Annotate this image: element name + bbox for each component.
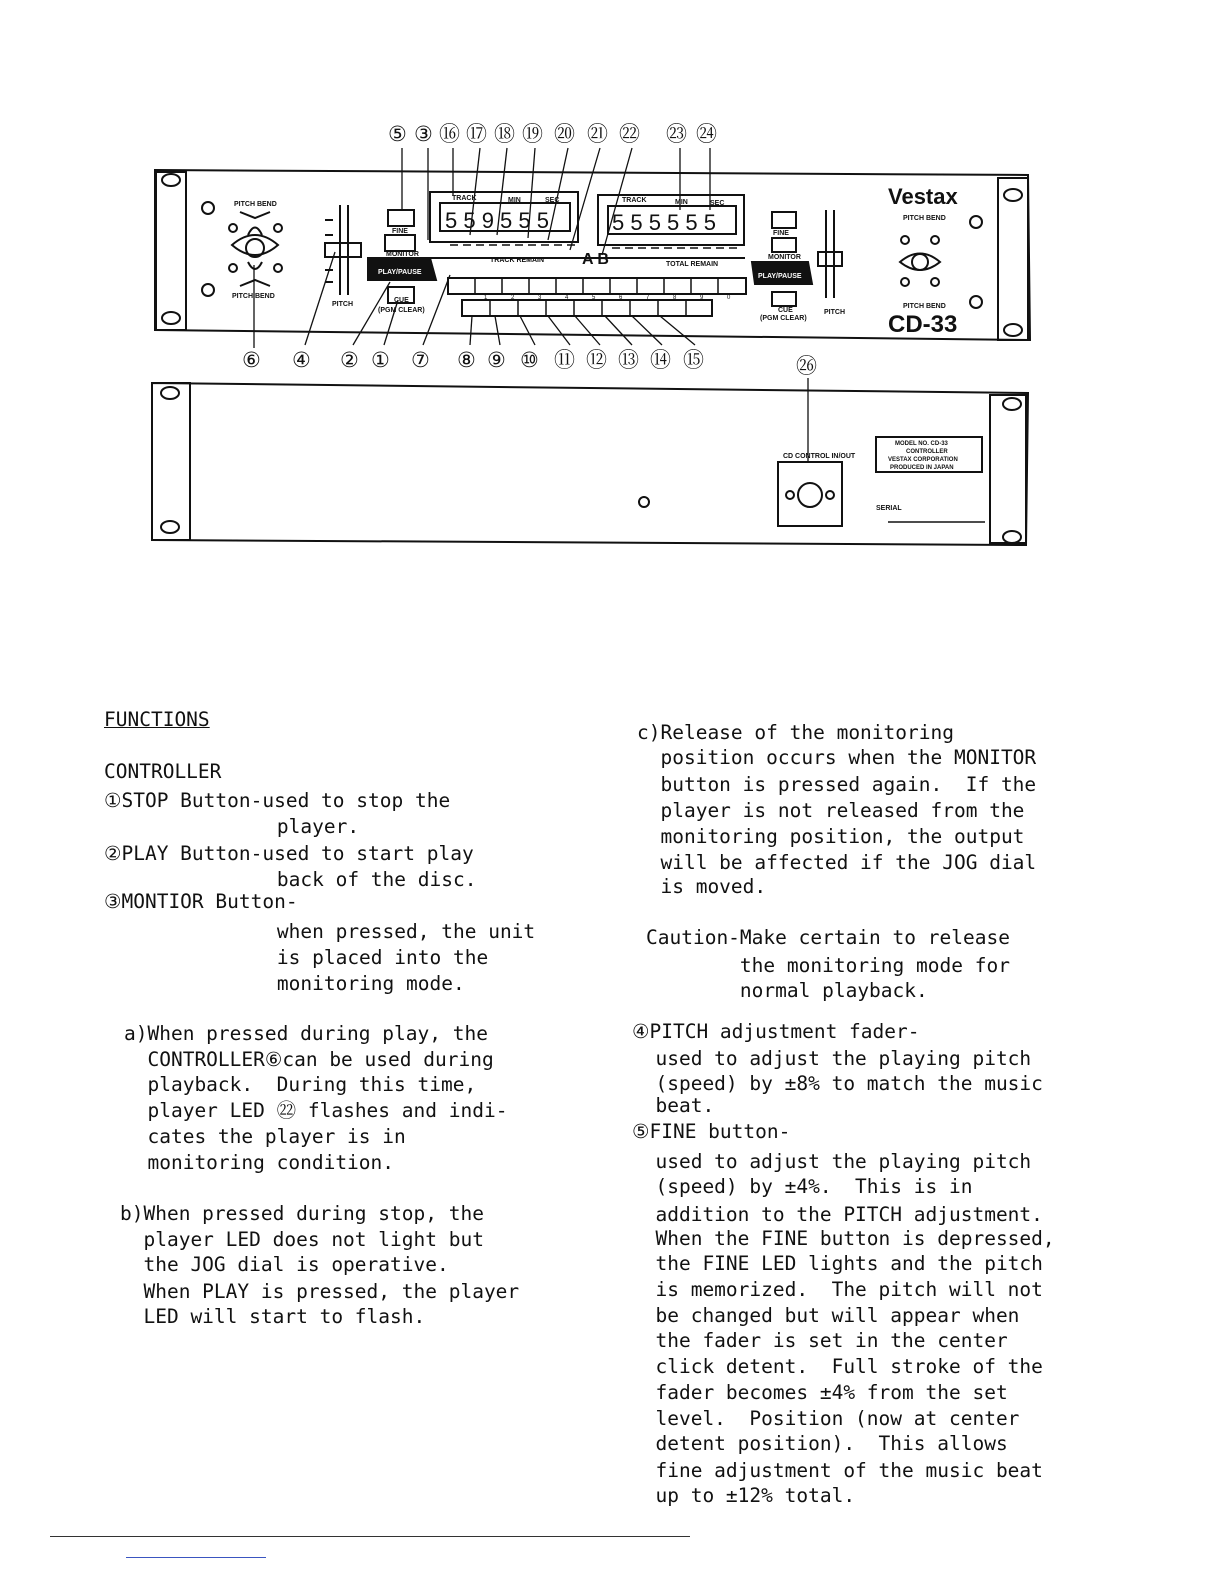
- button-number-1: 1: [484, 295, 488, 301]
- device-diagram: [0, 0, 1224, 600]
- left-line-6: when pressed, the unit: [136, 920, 536, 943]
- callout-15: ⑮: [683, 348, 704, 372]
- callout-9: ⑨: [487, 348, 506, 372]
- display-left-digits: 5 5 9 5 5 5: [445, 208, 549, 233]
- plate-line-3: VESTAX CORPORATION: [888, 457, 958, 463]
- left-line-7: is placed into the: [136, 946, 489, 969]
- para-c-6: will be affected if the JOG dial: [637, 851, 1037, 874]
- label-monitor-left: MONITOR: [386, 251, 419, 258]
- fine-1: ⑤FINE button-: [632, 1120, 791, 1143]
- label-min-right: MIN: [675, 199, 688, 206]
- footer-link-rule: [126, 1557, 266, 1558]
- button-number-8: 8: [673, 295, 677, 301]
- label-track-right: TRACK: [622, 197, 647, 204]
- device-drawing: [0, 0, 1224, 600]
- left-line-4: back of the disc.: [136, 868, 477, 891]
- button-number-6: 6: [619, 295, 623, 301]
- callout-23: ㉓: [666, 122, 687, 146]
- label-track-left: TRACK: [452, 195, 477, 202]
- label-pitch-bend-left-b: PITCH BEND: [232, 293, 275, 300]
- callout-17: ⑰: [466, 122, 487, 146]
- button-number-3: 3: [538, 295, 542, 301]
- functions-heading: FUNCTIONS: [104, 708, 210, 731]
- callout-14: ⑭: [650, 348, 671, 372]
- label-monitor-right: MONITOR: [768, 254, 801, 261]
- brand-logo: Vestax: [888, 184, 958, 209]
- callout-10: ⑩: [520, 348, 539, 372]
- model-logo: CD-33: [888, 311, 958, 338]
- footer-rule: [50, 1536, 690, 1537]
- callout-20: ⑳: [554, 122, 575, 146]
- fine-2: used to adjust the playing pitch: [632, 1150, 1032, 1173]
- callout-12: ⑫: [586, 348, 607, 372]
- label-track-remain: TRACK REMAIN: [490, 257, 545, 264]
- label-pitch-bend-left: PITCH BEND: [234, 201, 277, 208]
- label-sec-right: SEC: [710, 200, 725, 207]
- callout-26: ㉖: [796, 354, 817, 378]
- fine-4: addition to the PITCH adjustment.: [632, 1203, 1043, 1226]
- fine-15: up to ±12% total.: [632, 1484, 856, 1507]
- fine-9: the fader is set in the center: [632, 1329, 1008, 1352]
- button-number-5: 5: [592, 295, 596, 301]
- caution-1: Caution-Make certain to release: [646, 926, 1010, 949]
- callout-11: ⑪: [554, 348, 575, 372]
- plate-line-4: PRODUCED IN JAPAN: [890, 465, 954, 471]
- label-pgm-clear-left: (PGM CLEAR): [378, 307, 425, 314]
- callout-24: ㉔: [696, 122, 717, 146]
- callout-19: ⑲: [522, 122, 543, 146]
- callout-16: ⑯: [439, 122, 460, 146]
- button-number-0: 0: [727, 295, 731, 301]
- callout-8: ⑧: [457, 348, 476, 372]
- left-line-2: player.: [136, 815, 360, 838]
- button-number-7: 7: [646, 295, 650, 301]
- label-play-pause-left: PLAY/PAUSE: [378, 269, 422, 276]
- fine-8: be changed but will appear when: [632, 1304, 1020, 1327]
- pitch-1: ④PITCH adjustment fader-: [632, 1020, 920, 1043]
- fine-14: fine adjustment of the music beat: [632, 1459, 1043, 1482]
- button-number-9: 9: [700, 295, 704, 301]
- label-pitch-bend-right-b: PITCH BEND: [903, 303, 946, 310]
- callout-7: ⑦: [411, 348, 430, 372]
- fine-6: the FINE LED lights and the pitch: [632, 1252, 1043, 1275]
- fine-5: When the FINE button is depressed,: [632, 1227, 1055, 1250]
- pitch-2: used to adjust the playing pitch: [632, 1047, 1032, 1070]
- label-min-left: MIN: [508, 197, 521, 204]
- para-c-5: monitoring position, the output: [637, 825, 1025, 848]
- callout-13: ⑬: [618, 348, 639, 372]
- para-c-7: is moved.: [637, 875, 767, 898]
- para-b-4: When PLAY is pressed, the player: [120, 1280, 520, 1303]
- fine-11: fader becomes ±4% from the set: [632, 1381, 1008, 1404]
- callout-1: ①: [371, 348, 390, 372]
- callout-3: ③: [414, 122, 433, 146]
- para-a-5: cates the player is in: [124, 1125, 406, 1148]
- label-serial: SERIAL: [876, 505, 902, 512]
- pitch-3: (speed) by ±8% to match the music: [632, 1072, 1043, 1095]
- callout-6: ⑥: [242, 348, 261, 372]
- label-cue-left: CUE: [394, 297, 409, 304]
- para-b-1: b)When pressed during stop, the: [120, 1202, 484, 1225]
- para-a-6: monitoring condition.: [124, 1151, 395, 1174]
- fine-10: click detent. Full stroke of the: [632, 1355, 1043, 1378]
- display-right-digits: 5 5 5 5 5 5: [612, 210, 716, 235]
- left-line-1: ①STOP Button-used to stop the: [104, 789, 451, 812]
- left-line-8: monitoring mode.: [136, 972, 465, 995]
- para-c-3: button is pressed again. If the: [637, 773, 1037, 796]
- para-a-3: playback. During this time,: [124, 1073, 477, 1096]
- para-b-2: player LED does not light but: [120, 1228, 484, 1251]
- para-c-4: player is not released from the: [637, 799, 1025, 822]
- fine-12: level. Position (now at center: [632, 1407, 1020, 1430]
- led-ab-label: A B: [582, 251, 609, 268]
- label-pitch-bend-right: PITCH BEND: [903, 215, 946, 222]
- label-sec-left: SEC: [545, 197, 560, 204]
- para-b-3: the JOG dial is operative.: [120, 1253, 449, 1276]
- left-line-5: ③MONTIOR Button-: [104, 890, 298, 913]
- callout-5: ⑤: [388, 122, 407, 146]
- callout-21: ㉑: [587, 122, 608, 146]
- para-a-1: a)When pressed during play, the: [124, 1022, 488, 1045]
- label-total-remain: TOTAL REMAIN: [666, 261, 719, 268]
- label-cue-right: CUE: [778, 307, 793, 314]
- callout-22: ㉒: [619, 122, 640, 146]
- fine-3: (speed) by ±4%. This is in: [632, 1175, 973, 1198]
- label-pgm-clear-right: (PGM CLEAR): [760, 315, 807, 322]
- label-pitch-right: PITCH: [824, 309, 845, 316]
- para-c-1: c)Release of the monitoring: [637, 721, 954, 744]
- label-pitch-left: PITCH: [332, 301, 353, 308]
- left-line-3: ②PLAY Button-used to start play: [104, 842, 474, 865]
- para-b-5: LED will start to flash.: [120, 1305, 426, 1328]
- label-fine-right: FINE: [773, 230, 789, 237]
- para-c-2: position occurs when the MONITOR: [637, 746, 1037, 769]
- controller-heading: CONTROLLER: [104, 760, 222, 783]
- label-fine-left: FINE: [392, 228, 408, 235]
- para-a-2: CONTROLLER⑥can be used during: [124, 1048, 494, 1071]
- pitch-4: beat.: [632, 1094, 715, 1117]
- button-number-4: 4: [565, 295, 569, 301]
- fine-13: detent position). This allows: [632, 1432, 1008, 1455]
- button-number-2: 2: [511, 295, 515, 301]
- para-a-4: player LED ㉒ flashes and indi-: [124, 1099, 508, 1122]
- plate-line-2: CONTROLLER: [906, 449, 948, 455]
- label-play-pause-right: PLAY/PAUSE: [758, 273, 802, 280]
- callout-2: ②: [340, 348, 359, 372]
- label-cd-control: CD CONTROL IN/OUT: [783, 453, 856, 460]
- fine-7: is memorized. The pitch will not: [632, 1278, 1043, 1301]
- caution-2: the monitoring mode for: [646, 954, 1010, 977]
- callout-18: ⑱: [494, 122, 515, 146]
- caution-3: normal playback.: [646, 979, 928, 1002]
- callout-4: ④: [292, 348, 311, 372]
- plate-line-1: MODEL NO. CD-33: [895, 441, 948, 447]
